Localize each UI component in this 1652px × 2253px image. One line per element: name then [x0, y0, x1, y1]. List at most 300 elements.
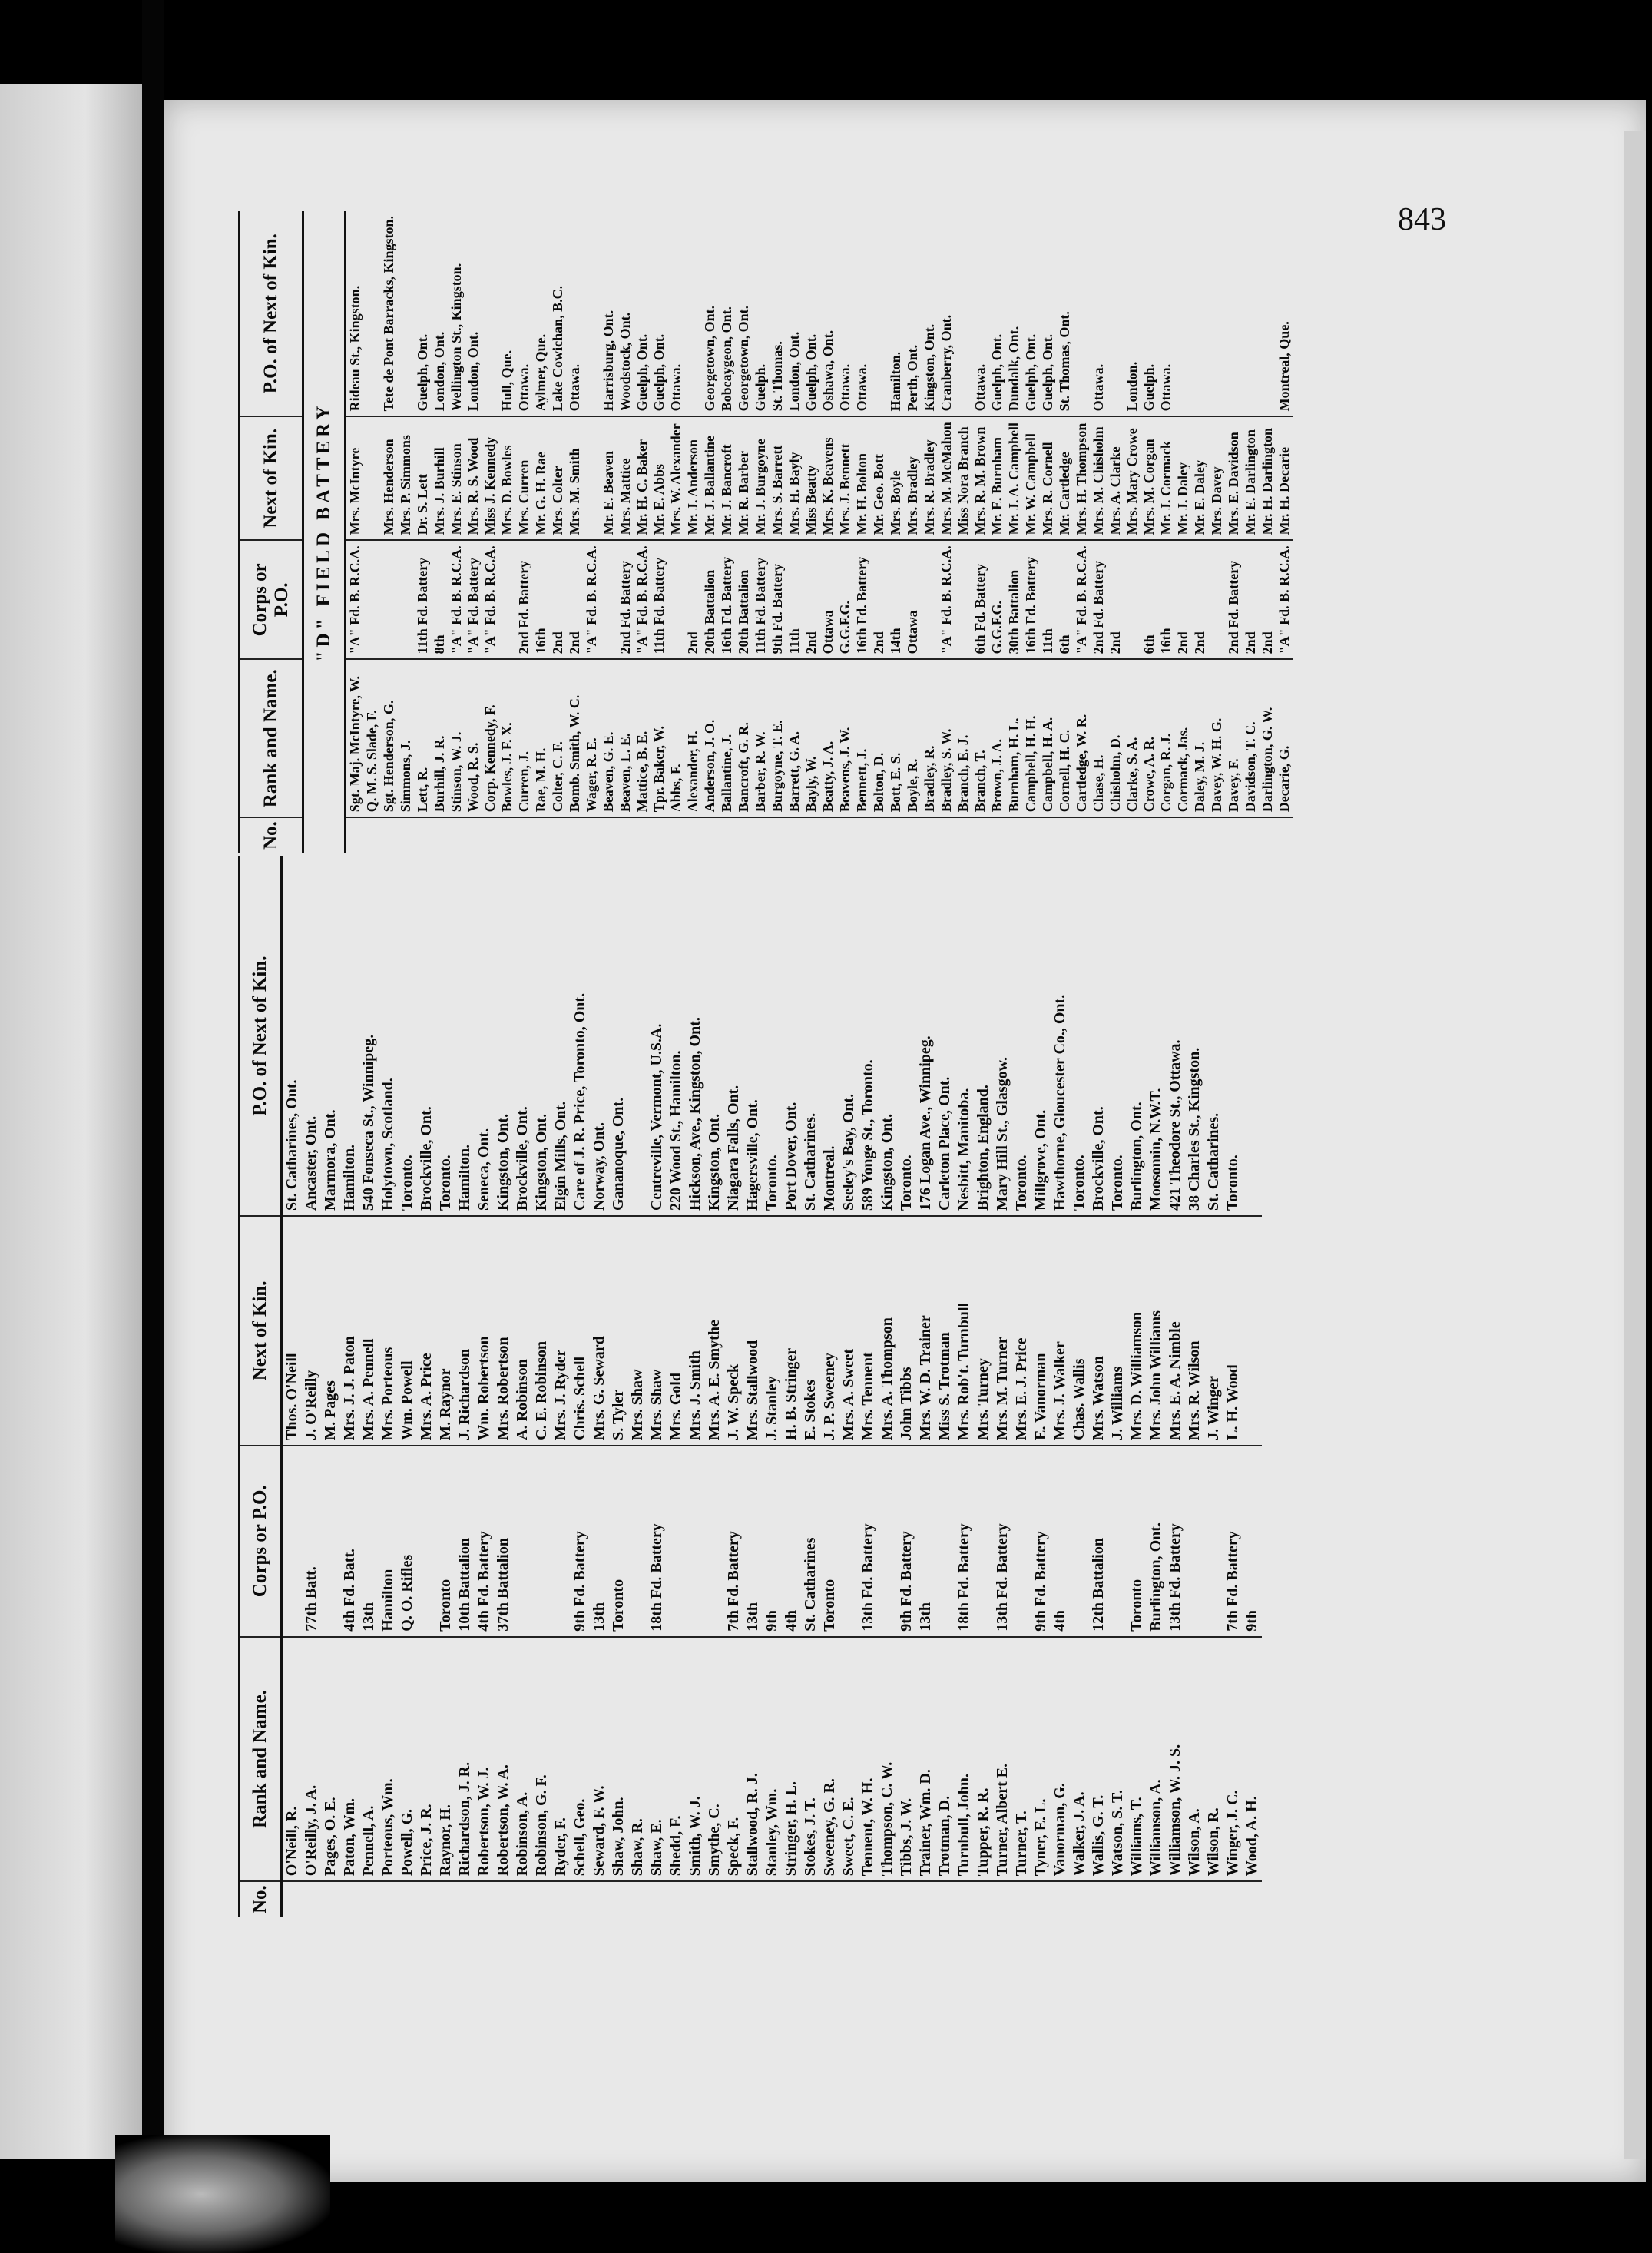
rank-name-cell: Davidson, T. C.	[1242, 659, 1259, 817]
rank-name-cell: Turner, T.	[1012, 1637, 1031, 1881]
row-number-cell	[718, 817, 735, 853]
po-next-of-kin-cell: Toronto.	[763, 856, 782, 1216]
row-number-cell	[769, 817, 786, 853]
rank-name-cell: Raynor, H.	[436, 1637, 455, 1881]
table-row	[1174, 211, 1191, 853]
rank-name-cell: Smith, W. J.	[686, 1637, 705, 1881]
po-next-of-kin-cell: Centreville, Vermont, U.S.A.	[647, 856, 667, 1216]
row-number-cell	[617, 817, 634, 853]
next-of-kin-cell: Miss S. Trotman	[935, 1216, 955, 1446]
row-number-cell	[803, 817, 819, 853]
table-row	[769, 211, 786, 853]
corps-cell: 2nd	[870, 540, 887, 659]
row-number-cell	[448, 817, 465, 853]
header-rank-name: Rank and Name.	[240, 659, 303, 817]
table-row	[705, 856, 724, 1917]
po-next-of-kin-cell: Montreal.	[820, 856, 839, 1216]
row-number-cell	[878, 1881, 897, 1917]
next-of-kin-cell: Mrs. M. Smith	[566, 416, 583, 540]
next-of-kin-cell: S. Tyler	[609, 1216, 628, 1446]
rank-name-cell: Powell, G.	[398, 1637, 417, 1881]
rank-name-cell: Stinson, W. J.	[448, 659, 465, 817]
corps-cell: Ottawa	[819, 540, 836, 659]
next-of-kin-cell: Mrs. John Williams	[1147, 1216, 1166, 1446]
table-row	[513, 856, 532, 1917]
next-of-kin-cell: Mr. J. A. Campbell	[1005, 416, 1022, 540]
po-next-of-kin-cell: Cranberry, Ont.	[938, 211, 955, 416]
next-of-kin-cell: J. W. Speck	[724, 1216, 743, 1446]
next-of-kin-cell: Mrs. A. Clarke	[1107, 416, 1124, 540]
corps-cell	[282, 1446, 303, 1637]
rank-name-cell: Cartledge, W. R.	[1073, 659, 1090, 817]
po-next-of-kin-cell	[397, 211, 414, 416]
corps-cell	[955, 540, 972, 659]
rank-name-cell: Campbell, H. H.	[1022, 659, 1039, 817]
corps-cell	[686, 1446, 705, 1637]
po-next-of-kin-cell: Holytown, Scotland.	[379, 856, 398, 1216]
next-of-kin-cell: Thos. O'Neill	[282, 1216, 303, 1446]
corps-cell	[1070, 1446, 1089, 1637]
corps-cell: "A" Fd. B. R.C.A.	[482, 540, 498, 659]
po-next-of-kin-cell: Brockville, Ont.	[513, 856, 532, 1216]
po-next-of-kin-cell: Dundalk, Ont.	[1005, 211, 1022, 416]
table-row	[1204, 856, 1223, 1917]
table-row	[904, 211, 921, 853]
header-next-of-kin: Next of Kin.	[240, 416, 303, 540]
corps-cell: 10th Battalion	[455, 1446, 475, 1637]
battery-title-row	[303, 211, 346, 853]
table-row	[735, 211, 752, 853]
row-number-cell	[763, 1881, 782, 1917]
rank-name-cell: Cormack, Jas.	[1174, 659, 1191, 817]
table-row	[935, 856, 955, 1917]
row-number-cell	[359, 1881, 379, 1917]
next-of-kin-cell: J. Winger	[1204, 1216, 1223, 1446]
next-of-kin-cell: Mr. J. Bancroft	[718, 416, 735, 540]
row-number-cell	[1208, 817, 1225, 853]
row-number-cell	[938, 817, 955, 853]
po-next-of-kin-cell: Hamilton.	[455, 856, 475, 1216]
po-next-of-kin-cell	[1191, 211, 1208, 416]
corps-cell: "A" Fd. B. R.C.A.	[448, 540, 465, 659]
table-row	[398, 856, 417, 1917]
rank-name-cell: Colter, C. F.	[549, 659, 566, 817]
po-next-of-kin-cell: Carleton Place, Ont.	[935, 856, 955, 1216]
corps-cell: 77th Batt.	[302, 1446, 321, 1637]
rank-name-cell: Wilson, A.	[1185, 1637, 1204, 1881]
row-number-cell	[667, 1881, 686, 1917]
po-next-of-kin-cell: Burlington, Ont.	[1127, 856, 1147, 1216]
row-number-cell	[498, 817, 515, 853]
row-number-cell	[1191, 817, 1208, 853]
rank-name-cell: Wood, A. H.	[1243, 1637, 1262, 1881]
next-of-kin-cell: Mr. E. Darlington	[1242, 416, 1259, 540]
corps-cell: Ottawa	[904, 540, 921, 659]
row-number-cell	[935, 1881, 955, 1917]
corps-cell: Burlington, Ont.	[1147, 1446, 1166, 1637]
corps-cell: 13th	[743, 1446, 763, 1637]
row-number-cell	[628, 1881, 647, 1917]
table-row	[634, 211, 651, 853]
row-number-cell	[1090, 817, 1107, 853]
corps-cell: 2nd	[1242, 540, 1259, 659]
table-body-left	[282, 856, 1263, 1917]
table-row	[397, 211, 414, 853]
row-number-cell	[647, 1881, 667, 1917]
po-next-of-kin-cell: Kingston, Ont.	[878, 856, 897, 1216]
rank-name-cell: Vanorman, G.	[1051, 1637, 1070, 1881]
row-number-cell	[724, 1881, 743, 1917]
table-row	[566, 211, 583, 853]
table-row	[684, 211, 701, 853]
rank-name-cell: Bayly, W.	[803, 659, 819, 817]
row-number-cell	[532, 1881, 551, 1917]
rank-name-cell: Shaw, R.	[628, 1637, 647, 1881]
po-next-of-kin-cell: Ottawa.	[836, 211, 853, 416]
row-number-cell	[513, 1881, 532, 1917]
rank-name-cell: Walker, J. A.	[1070, 1637, 1089, 1881]
po-next-of-kin-cell: Ottawa.	[972, 211, 988, 416]
rank-name-cell: Tyner, E. L.	[1031, 1637, 1051, 1881]
rank-name-cell: Bennett, J.	[853, 659, 870, 817]
table-row	[887, 211, 904, 853]
table-row	[853, 211, 870, 853]
row-number-cell	[551, 1881, 571, 1917]
rank-name-cell: Daley, M. J.	[1191, 659, 1208, 817]
row-number-cell	[916, 1881, 935, 1917]
corps-cell: 13th	[916, 1446, 935, 1637]
corps-cell: 16th	[1157, 540, 1174, 659]
next-of-kin-cell: Mr. Cartledge	[1056, 416, 1073, 540]
corps-cell: 6th	[1141, 540, 1157, 659]
po-next-of-kin-cell: Ottawa.	[1090, 211, 1107, 416]
po-next-of-kin-cell: Mary Hill St., Glasgow.	[993, 856, 1012, 1216]
table-row	[590, 856, 609, 1917]
po-next-of-kin-cell: Ottawa.	[667, 211, 684, 416]
rank-name-cell: Wilson, R.	[1204, 1637, 1223, 1881]
next-of-kin-cell: Mrs. A. Thompson	[878, 1216, 897, 1446]
table-row	[763, 856, 782, 1917]
table-row	[532, 211, 549, 853]
corps-cell	[839, 1446, 859, 1637]
rank-name-cell: Branch, T.	[972, 659, 988, 817]
next-of-kin-cell: John Tibbs	[897, 1216, 916, 1446]
po-next-of-kin-cell: Nesbitt, Manitoba.	[955, 856, 974, 1216]
next-of-kin-cell: J. Williams	[1108, 1216, 1127, 1446]
rank-name-cell: Alexander, H.	[684, 659, 701, 817]
corps-cell: "A" Fd. B. R.C.A.	[1073, 540, 1090, 659]
header-rank-name: Rank and Name.	[240, 1637, 282, 1881]
table-row	[1147, 856, 1166, 1917]
next-of-kin-cell: Mrs. P. Simmons	[397, 416, 414, 540]
rank-name-cell: Stallwood, R. J.	[743, 1637, 763, 1881]
next-of-kin-cell	[363, 416, 380, 540]
next-of-kin-cell: Mrs. A. E. Smythe	[705, 1216, 724, 1446]
next-of-kin-cell: Wm. Powell	[398, 1216, 417, 1446]
row-number-cell	[1127, 1881, 1147, 1917]
next-of-kin-cell: M. Raynor	[436, 1216, 455, 1446]
corps-cell	[498, 540, 515, 659]
next-of-kin-cell: Mrs. Watson	[1089, 1216, 1108, 1446]
po-next-of-kin-cell: Ottawa.	[566, 211, 583, 416]
corps-cell: 7th Fd. Battery	[1223, 1446, 1243, 1637]
next-of-kin-cell: Mr. E. Beaven	[600, 416, 617, 540]
table-row	[878, 856, 897, 1917]
table-row	[686, 856, 705, 1917]
rank-name-cell: Branch, E. J.	[955, 659, 972, 817]
po-next-of-kin-cell: Kingston, Ont.	[494, 856, 513, 1216]
rank-name-cell: Richardson, J. R.	[455, 1637, 475, 1881]
row-number-cell	[1276, 817, 1293, 853]
next-of-kin-cell: Mr. Geo. Bott	[870, 416, 887, 540]
row-number-cell	[1070, 1881, 1089, 1917]
next-of-kin-cell: Mrs. E. A. Nimble	[1166, 1216, 1185, 1446]
rank-name-cell: Shaw, John.	[609, 1637, 628, 1881]
po-next-of-kin-cell: Millgrove, Ont.	[1031, 856, 1051, 1216]
row-number-cell	[417, 1881, 436, 1917]
corps-cell	[1185, 1446, 1204, 1637]
po-next-of-kin-cell: Hamilton.	[887, 211, 904, 416]
po-next-of-kin-cell	[955, 211, 972, 416]
po-next-of-kin-cell: St. Catharines, Ont.	[282, 856, 303, 1216]
corps-cell: 4th Fd. Batt.	[340, 1446, 359, 1637]
row-number-cell	[321, 1881, 340, 1917]
next-of-kin-cell: Mrs. Stallwood	[743, 1216, 763, 1446]
table-row	[1022, 211, 1039, 853]
po-next-of-kin-cell: Elgin Mills, Ont.	[551, 856, 571, 1216]
next-of-kin-cell: Mr. J. Burgoyne	[752, 416, 769, 540]
po-next-of-kin-cell: Seeley's Bay, Ont.	[839, 856, 859, 1216]
row-number-cell	[379, 1881, 398, 1917]
table-row	[600, 211, 617, 853]
po-next-of-kin-cell	[628, 856, 647, 1216]
corps-cell	[1108, 1446, 1127, 1637]
next-of-kin-cell	[583, 416, 600, 540]
next-of-kin-cell: Mrs. R. M. Brown	[972, 416, 988, 540]
po-next-of-kin-cell: Brighton, England.	[974, 856, 993, 1216]
rank-name-cell: Beatty, J. A.	[819, 659, 836, 817]
corps-cell: Q. O. Rifles	[398, 1446, 417, 1637]
table-row	[786, 211, 803, 853]
rank-name-cell: Chisholm, D.	[1107, 659, 1124, 817]
table-row	[1056, 211, 1073, 853]
corps-cell: 2nd Fd. Battery	[1225, 540, 1242, 659]
next-of-kin-cell: Mr. H. Decarie	[1276, 416, 1293, 540]
next-of-kin-cell: Mrs. R. Cornell	[1039, 416, 1056, 540]
rank-name-cell: Crowe, A. R.	[1141, 659, 1157, 817]
corps-cell: 9th	[763, 1446, 782, 1637]
corps-cell: 2nd Fd. Battery	[1090, 540, 1107, 659]
table-row	[1124, 211, 1141, 853]
table-row	[302, 856, 321, 1917]
row-number-cell	[590, 1881, 609, 1917]
table-row	[916, 856, 935, 1917]
table-row	[743, 856, 763, 1917]
row-number-cell	[782, 1881, 801, 1917]
next-of-kin-cell: Mr. E. Burnham	[988, 416, 1005, 540]
corps-cell: 16th Fd. Battery	[718, 540, 735, 659]
po-next-of-kin-cell: Harrisburg, Ont.	[600, 211, 617, 416]
table-row	[363, 211, 380, 853]
table-row	[1242, 211, 1259, 853]
po-next-of-kin-cell: Bobcaygeon, Ont.	[718, 211, 735, 416]
corps-cell	[667, 540, 684, 659]
po-next-of-kin-cell	[1107, 211, 1124, 416]
next-of-kin-cell: Miss Nora Branch	[955, 416, 972, 540]
corps-cell: Toronto	[1127, 1446, 1147, 1637]
corps-cell: 20th Battalion	[701, 540, 718, 659]
rank-name-cell: Williamson, W. J. S.	[1166, 1637, 1185, 1881]
next-of-kin-cell: Mrs. H. Thompson	[1073, 416, 1090, 540]
rank-name-cell: Burhill, J. R.	[431, 659, 448, 817]
row-number-cell	[1141, 817, 1157, 853]
row-number-cell	[600, 817, 617, 853]
po-next-of-kin-cell: 220 Wood St., Hamilton.	[667, 856, 686, 1216]
row-number-cell	[859, 1881, 878, 1917]
next-of-kin-cell: Mrs. M. Turner	[993, 1216, 1012, 1446]
po-next-of-kin-cell: Guelph, Ont.	[414, 211, 431, 416]
casualty-table-right	[238, 211, 1293, 853]
row-number-cell	[667, 817, 684, 853]
corps-cell: 4th	[782, 1446, 801, 1637]
corps-cell	[974, 1446, 993, 1637]
row-number-cell	[1204, 1881, 1223, 1917]
table-row	[647, 856, 667, 1917]
row-number-cell	[684, 817, 701, 853]
next-of-kin-cell: Mrs. Henderson	[380, 416, 397, 540]
rank-name-cell: Campbell, H. A.	[1039, 659, 1056, 817]
corps-cell	[321, 1446, 340, 1637]
rank-name-cell: O'Reilly, J. A.	[302, 1637, 321, 1881]
next-of-kin-cell: Miss J. Kennedy	[482, 416, 498, 540]
corps-cell	[397, 540, 414, 659]
corps-cell: 11th Fd. Battery	[414, 540, 431, 659]
po-next-of-kin-cell: Perth, Ont.	[904, 211, 921, 416]
po-next-of-kin-cell	[1259, 211, 1276, 416]
rank-name-cell: Simmons, J.	[397, 659, 414, 817]
row-number-cell	[397, 817, 414, 853]
next-of-kin-cell: Mrs. J. Ryder	[551, 1216, 571, 1446]
rank-name-cell: Bradley, S. W.	[938, 659, 955, 817]
row-number-cell	[302, 1881, 321, 1917]
table-row	[1107, 211, 1124, 853]
po-next-of-kin-cell: Guelph.	[1141, 211, 1157, 416]
next-of-kin-cell: Mrs. E. J. Price	[1012, 1216, 1031, 1446]
po-next-of-kin-cell: Ottawa.	[853, 211, 870, 416]
po-next-of-kin-cell	[482, 211, 498, 416]
rank-name-cell: Pennell, A.	[359, 1637, 379, 1881]
po-next-of-kin-cell: Ottawa.	[515, 211, 532, 416]
table-row	[1225, 211, 1242, 853]
rank-name-cell: Robinson, G. F.	[532, 1637, 551, 1881]
next-of-kin-cell: Mr. H. C. Baker	[634, 416, 651, 540]
rank-name-cell: Corgan, R. J.	[1157, 659, 1174, 817]
next-of-kin-cell: Mrs. Curren	[515, 416, 532, 540]
corps-cell: 30th Battalion	[1005, 540, 1022, 659]
row-number-cell	[1107, 817, 1124, 853]
table-row	[1243, 856, 1262, 1917]
rank-name-cell: Trotman, D.	[935, 1637, 955, 1881]
po-next-of-kin-cell: London, Ont.	[465, 211, 482, 416]
row-number-cell	[887, 817, 904, 853]
table-row	[819, 211, 836, 853]
row-number-cell	[701, 817, 718, 853]
corps-cell	[935, 1446, 955, 1637]
rank-name-cell: Watson, S. T.	[1108, 1637, 1127, 1881]
po-next-of-kin-cell: Kingston, Ont.	[532, 856, 551, 1216]
table-row	[321, 856, 340, 1917]
table-row	[609, 856, 628, 1917]
row-number-cell	[974, 1881, 993, 1917]
corps-cell: 2nd	[566, 540, 583, 659]
row-number-cell	[1012, 1881, 1031, 1917]
corps-cell	[513, 1446, 532, 1637]
po-next-of-kin-cell: Toronto.	[398, 856, 417, 1216]
po-next-of-kin-cell: 589 Yonge St., Toronto.	[859, 856, 878, 1216]
table-row	[782, 856, 801, 1917]
po-next-of-kin-cell	[1242, 211, 1259, 416]
corps-cell: 13th Fd. Battery	[859, 1446, 878, 1637]
po-next-of-kin-cell: Tete de Pont Barracks, Kingston.	[380, 211, 397, 416]
table-row	[803, 211, 819, 853]
table-row	[583, 211, 600, 853]
next-of-kin-cell: Mrs. A. Pennell	[359, 1216, 379, 1446]
header-po-next-of-kin: P.O. of Next of Kin.	[240, 211, 303, 416]
next-of-kin-cell: Mrs. Boyle	[887, 416, 904, 540]
po-next-of-kin-cell: London, Ont.	[786, 211, 803, 416]
next-of-kin-cell: Mrs. Colter	[549, 416, 566, 540]
table-row	[972, 211, 988, 853]
book-gutter	[142, 0, 164, 2253]
corps-cell: 9th Fd. Battery	[769, 540, 786, 659]
header-next-of-kin: Next of Kin.	[240, 1216, 282, 1446]
table-row	[718, 211, 735, 853]
po-next-of-kin-cell: Hull, Que.	[498, 211, 515, 416]
corps-cell: 37th Battalion	[494, 1446, 513, 1637]
po-next-of-kin-cell: Ottawa.	[1157, 211, 1174, 416]
rank-name-cell: Tennent, W. H.	[859, 1637, 878, 1881]
corps-cell	[532, 1446, 551, 1637]
table-row	[1073, 211, 1090, 853]
table-row	[482, 211, 498, 853]
next-of-kin-cell: H. B. Stringer	[782, 1216, 801, 1446]
next-of-kin-cell: Mrs. Porteous	[379, 1216, 398, 1446]
rank-name-cell: Turner, Albert E.	[993, 1637, 1012, 1881]
po-next-of-kin-cell: Kingston, Ont.	[705, 856, 724, 1216]
corps-cell: 20th Battalion	[735, 540, 752, 659]
table-row	[921, 211, 938, 853]
next-of-kin-cell: Mrs. M. McMahon	[938, 416, 955, 540]
next-of-kin-cell: E. Vanorman	[1031, 1216, 1051, 1446]
battery-title: "D" FIELD BATTERY	[303, 211, 346, 853]
corps-cell: 2nd Fd. Battery	[617, 540, 634, 659]
header-corps: Corps or P.O.	[240, 1446, 282, 1637]
po-next-of-kin-cell: Moosomin, N.W.T.	[1147, 856, 1166, 1216]
table-row	[628, 856, 647, 1917]
po-next-of-kin-cell: Toronto.	[1223, 856, 1243, 1216]
po-next-of-kin-cell	[1073, 211, 1090, 416]
rank-name-cell: Turnbull, John.	[955, 1637, 974, 1881]
next-of-kin-cell: Mr. E. Daley	[1191, 416, 1208, 540]
table-header-row	[240, 211, 303, 853]
corps-cell: 11th Fd. Battery	[752, 540, 769, 659]
next-of-kin-cell: Mrs. W. Alexander	[667, 416, 684, 540]
facing-page-edge	[0, 84, 142, 2159]
po-next-of-kin-cell: Kingston, Ont.	[921, 211, 938, 416]
next-of-kin-cell: Mrs. Robertson	[494, 1216, 513, 1446]
table-row	[1166, 856, 1185, 1917]
row-number-cell	[836, 817, 853, 853]
